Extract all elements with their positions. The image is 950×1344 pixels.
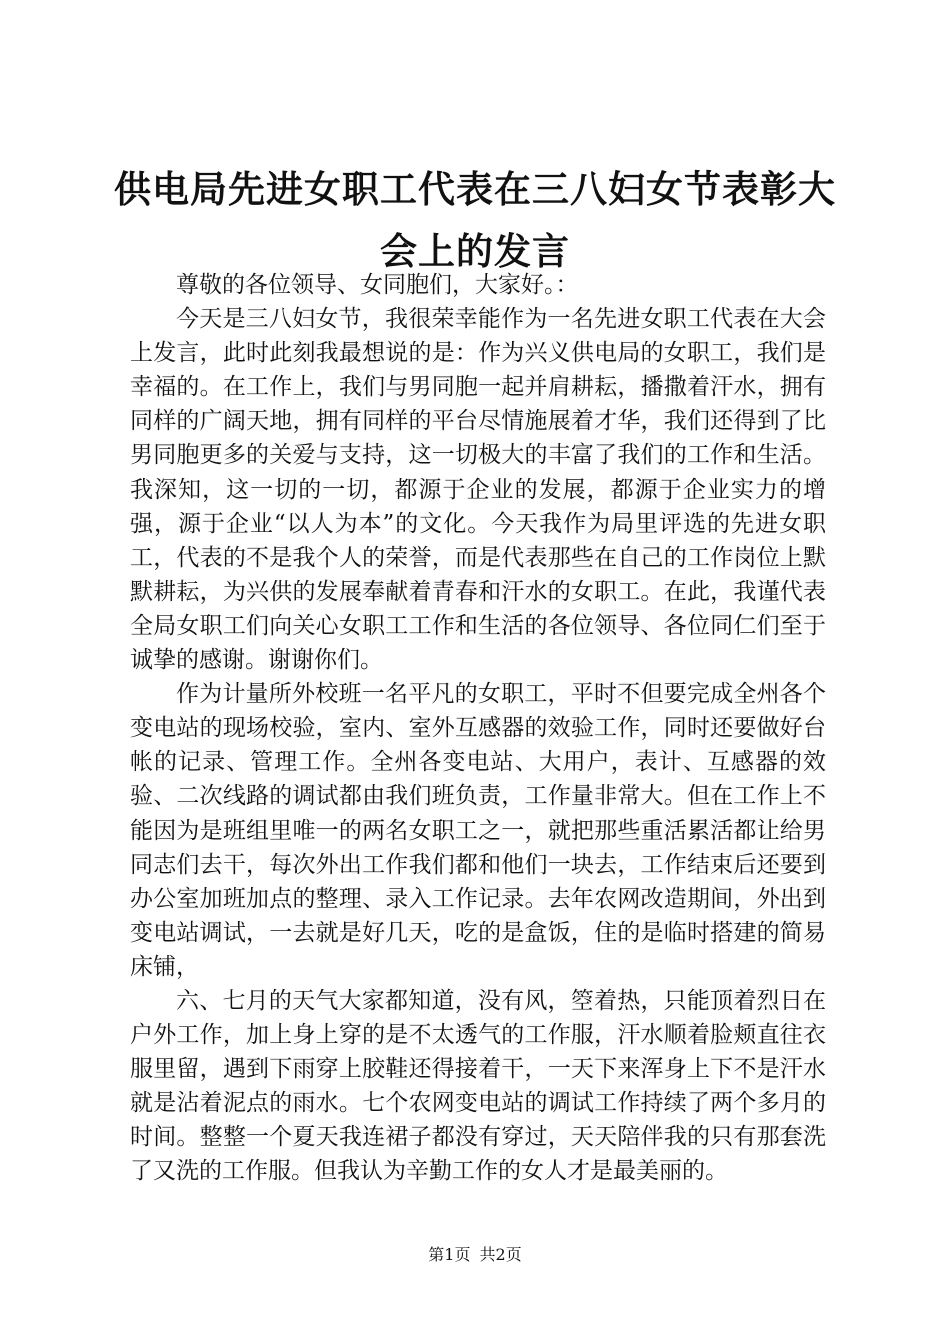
document-body bbox=[130, 268, 826, 1189]
paragraph-work: 作为计量所外校班一名平凡的女职工，平时不但要完成全州各个变电站的现场校验，室内、室外互感器的效验工作，同时还要做好台帐的记录、管理工作。全州各变电站、大用户，表计、互感器的效验、二次线路的调试都由我们班负责，工作量非常大。但在工作上不能因为是班组里唯一的两名女职工之一，就把那些重活累活都让给男同志们去干，每次外出工作我们都和他们一块去，工作结束后还要到办公室加班加点的整理、录入工作记录。去年农网改造期间，外出到变电站调试，一去就是好几天，吃的是盒饭，住的是临时搭建的简易床铺， bbox=[130, 681, 826, 980]
document-title: 供电局先进女职工代表在三八妇女节表彰大会上的发言 bbox=[114, 167, 836, 273]
paragraph-intro: 今天是三八妇女节，我很荣幸能作为一名先进女职工代表在大会上发言，此时此刻我最想说的是：作为兴义供电局的女职工，我们是幸福的。在工作上，我们与男同胞一起并肩耕耘，播撒着汗水，拥有同样的广阔天地，拥有同样的平台尽情施展着才华，我们还得到了比男同胞更多的关爱与支持，这一切极大的丰富了我们的工作和生活。我深知，这一切的一切，都源于企业的发展，都源于企业实力的增强，源于企业“以人为本”的文化。今天我作为局里评选的先进女职工，代表的不是我个人的荣誉，而是代表那些在自己的工作岗位上默默耕耘，为兴供的发展奉献着青春和汗水的女职工。在此，我谨代表全局女职工们向关心女职工工作和生活的各位领导、各位同仁们至于诚挚的感谢。谢谢你们。 bbox=[130, 306, 826, 674]
paragraph-summer: 六、七月的天气大家都知道，没有风，箜着热，只能顶着烈日在户外工作，加上身上穿的是不太透气的工作服，汗水顺着脸颊直往衣服里留，遇到下雨穿上胶鞋还得接着干，一天下来浑身上下不是汗水就是沾着泥点的雨水。七个农网变电站的调试工作持续了两个多月的时间。整整一个夏天我连裙子都没有穿过，天天陪伴我的只有那套洗了又洗的工作服。但我认为辛勤工作的女人才是最美丽的。 bbox=[130, 987, 826, 1185]
paragraph-greeting: 尊敬的各位领导、女同胞们，大家好。： bbox=[176, 272, 579, 298]
page-total: 共2页 bbox=[479, 1245, 522, 1264]
page-footer bbox=[0, 1245, 950, 1265]
page-number: 第1页 bbox=[428, 1245, 471, 1264]
